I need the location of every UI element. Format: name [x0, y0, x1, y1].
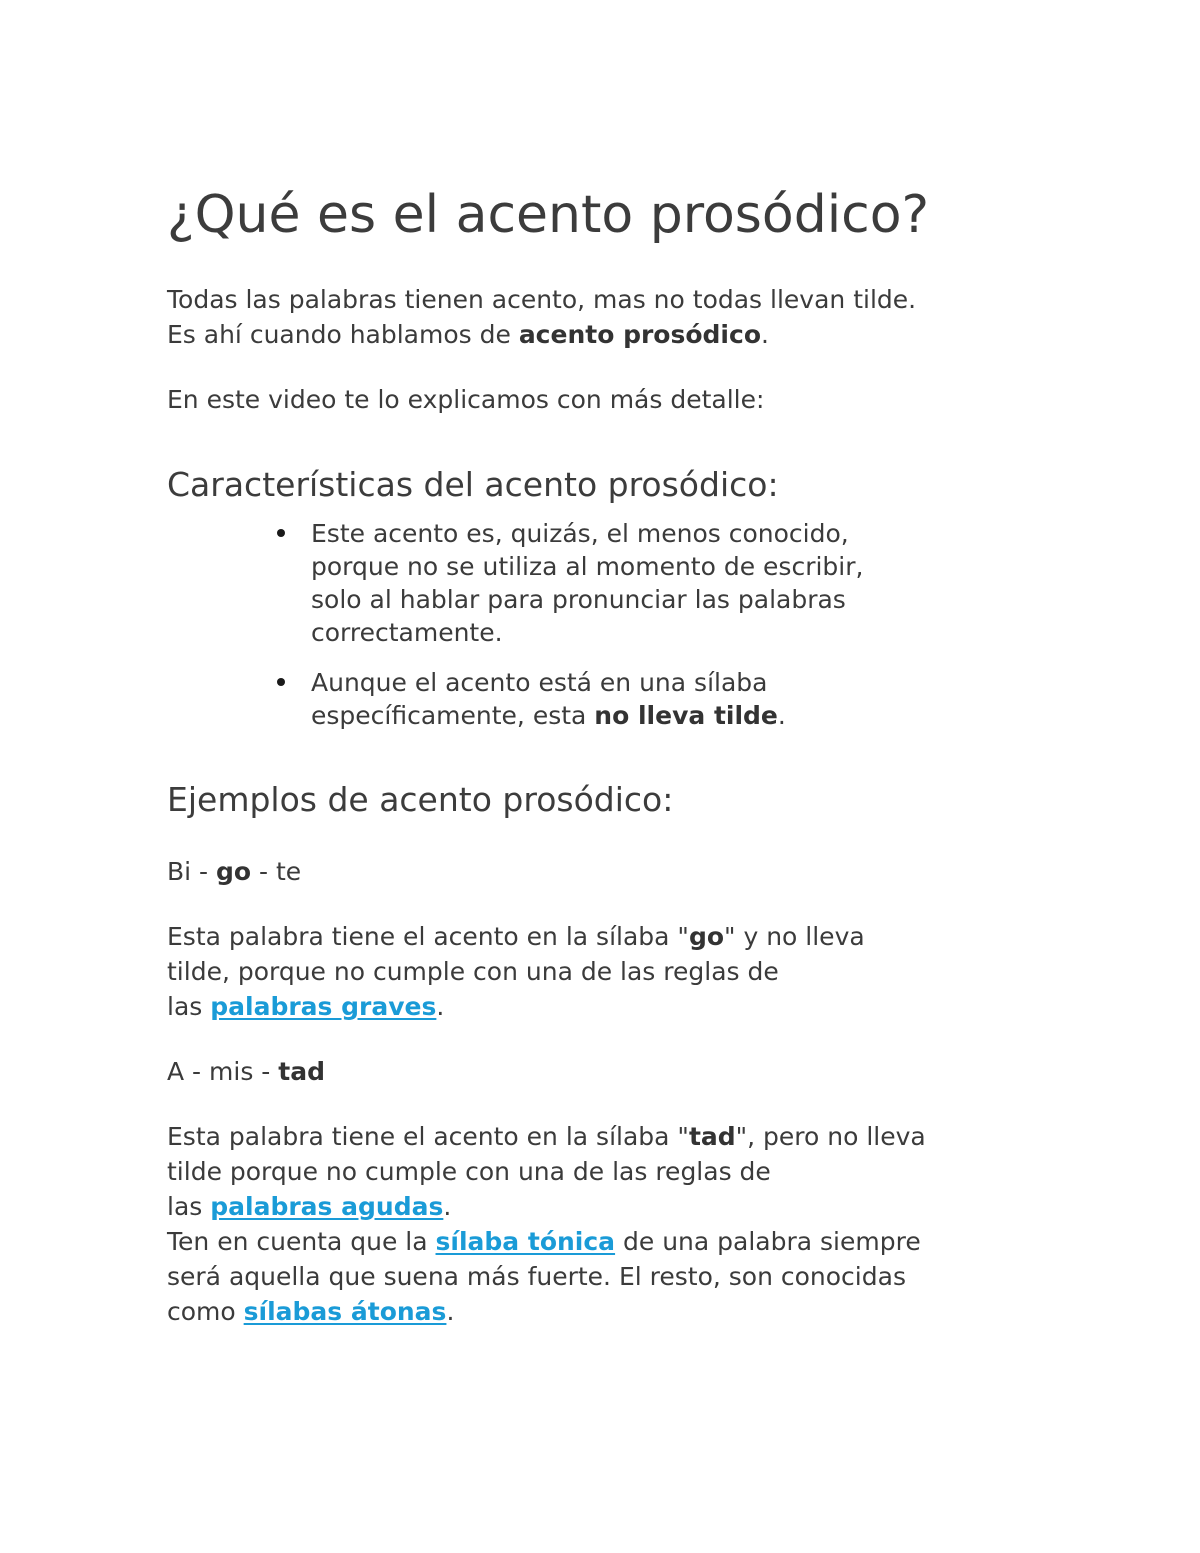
item1-line1: Este acento es, quizás, el menos conocido,: [311, 519, 849, 548]
explanation-text: tilde, porque no cumple con una de las reglas de: [167, 957, 779, 986]
note-paragraph: [167, 1224, 1047, 1329]
palabras-graves-link[interactable]: palabras graves: [210, 992, 437, 1021]
item2-line1: Aunque el acento está en una sílaba: [311, 668, 768, 697]
syllable-text: - te: [251, 857, 302, 886]
example2-explanation: [167, 1119, 1047, 1224]
example1-syllables: [167, 854, 1047, 889]
explanation-text: .: [436, 992, 445, 1021]
explanation-bold: go: [688, 922, 725, 951]
list-item: [167, 666, 1047, 732]
intro-line-1: Todas las palabras tienen acento, mas no todas llevan tilde.: [167, 285, 917, 314]
document-content: [167, 176, 1047, 1329]
item1-line4: correctamente.: [311, 618, 503, 647]
silaba-tonica-link[interactable]: sílaba tónica: [435, 1227, 616, 1256]
explanation-text: Esta palabra tiene el acento en la sílaba ": [167, 1122, 689, 1151]
syllable-text: Bi -: [167, 857, 217, 886]
intro-paragraph: [167, 282, 1047, 352]
syllable-text: A - mis -: [167, 1057, 279, 1086]
characteristics-list: [167, 517, 1047, 732]
silabas-atonas-link[interactable]: sílabas átonas: [243, 1297, 447, 1326]
explanation-text: Esta palabra tiene el acento en la sílaba ": [167, 922, 689, 951]
item1-line3: solo al hablar para pronunciar las palabras: [311, 585, 846, 614]
item2-line2: específicamente, esta: [311, 701, 595, 730]
note-text: Ten en cuenta que la: [167, 1227, 436, 1256]
bullet-icon: [277, 529, 285, 537]
examples-heading: Ejemplos de acento prosódico:: [167, 780, 674, 819]
explanation-text: las: [167, 992, 211, 1021]
intro-period: .: [761, 320, 769, 349]
explanation-bold: tad: [688, 1122, 736, 1151]
explanation-text: ", pero no lleva: [735, 1122, 926, 1151]
explanation-text: " y no lleva: [724, 922, 865, 951]
intro-bold: acento prosódico: [518, 320, 761, 349]
item1-line2: porque no se utiliza al momento de escribir,: [311, 552, 864, 581]
example2-syllables: [167, 1054, 1047, 1089]
item2-period: .: [777, 701, 786, 730]
syllable-bold: go: [216, 857, 252, 886]
bullet-icon: [277, 678, 285, 686]
list-item: [167, 517, 1047, 649]
note-text: .: [446, 1297, 455, 1326]
explanation-text: tilde porque no cumple con una de las reglas de: [167, 1157, 771, 1186]
example1-explanation: [167, 919, 1047, 1024]
item2-bold: no lleva tilde: [594, 701, 778, 730]
characteristics-heading: Características del acento prosódico:: [167, 465, 779, 504]
note-text: será aquella que suena más fuerte. El resto, son conocidas: [167, 1262, 906, 1291]
page-title: ¿Qué es el acento prosódico?: [167, 185, 930, 245]
intro-line-2: Es ahí cuando hablamos de: [167, 320, 519, 349]
syllable-bold: tad: [278, 1057, 325, 1086]
palabras-agudas-link[interactable]: palabras agudas: [210, 1192, 444, 1221]
explanation-text: las: [167, 1192, 211, 1221]
explanation-text: .: [443, 1192, 452, 1221]
note-text: de una palabra siempre: [615, 1227, 921, 1256]
note-text: como: [167, 1297, 244, 1326]
video-paragraph: En este video te lo explicamos con más detalle:: [167, 385, 765, 414]
